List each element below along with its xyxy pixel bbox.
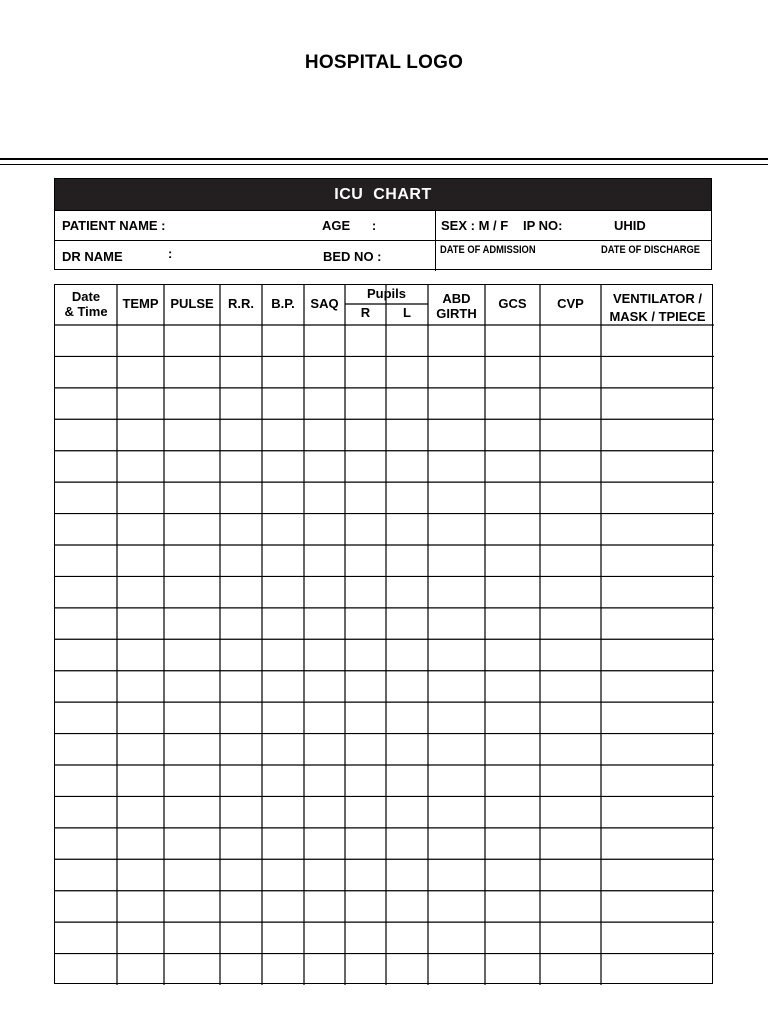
column-header-abd-girth	[428, 291, 485, 321]
column-header-temp: TEMP	[122, 296, 159, 311]
vitals-table	[54, 284, 713, 984]
header-column-divider	[435, 210, 436, 271]
sex-label: SEX : M / F	[441, 218, 509, 233]
column-header-rr: R.R.	[228, 296, 254, 311]
column-header-date-time	[55, 289, 117, 319]
column-header-ventilator	[601, 290, 714, 326]
column-header-cvp: CVP	[557, 296, 584, 311]
column-header-pupils: Pupils	[366, 286, 406, 301]
uhid-label: UHID	[614, 218, 646, 233]
top-divider-thin	[0, 164, 768, 165]
column-header-ventilator-line1: VENTILATOR /	[612, 291, 703, 306]
age-label: AGE :	[322, 218, 377, 233]
column-header-gcs: GCS	[498, 296, 527, 311]
bed-no-label: BED NO :	[323, 249, 382, 264]
column-header-pupil-l: L	[403, 305, 411, 320]
column-header-bp: B.P.	[271, 296, 295, 311]
dr-name-label: DR NAME	[62, 249, 123, 264]
column-header-girth: GIRTH	[436, 306, 477, 321]
top-divider-thick	[0, 158, 768, 160]
vitals-table-gridlines	[55, 285, 714, 985]
date-of-discharge-label: DATE OF DISCHARGE	[601, 244, 701, 256]
dr-name-colon: :	[168, 246, 173, 261]
ip-no-label: IP NO:	[523, 218, 563, 233]
column-header-pulse: PULSE	[170, 296, 214, 311]
date-of-admission-label: DATE OF ADMISSION	[440, 244, 536, 256]
column-header-date: Date	[71, 289, 101, 304]
column-header-pupil-r: R	[360, 305, 371, 320]
column-header-saq: SAQ	[310, 296, 339, 311]
chart-title: ICU CHART	[55, 179, 711, 210]
column-header-ventilator-line2: MASK / TPIECE	[609, 309, 706, 324]
patient-info-header	[54, 178, 712, 270]
column-header-time: & Time	[64, 304, 108, 319]
header-divider	[55, 240, 711, 241]
header-divider	[55, 210, 711, 211]
patient-name-label: PATIENT NAME :	[62, 218, 166, 233]
column-header-abd: ABD	[442, 291, 471, 306]
hospital-logo-placeholder: HOSPITAL LOGO	[304, 52, 464, 73]
